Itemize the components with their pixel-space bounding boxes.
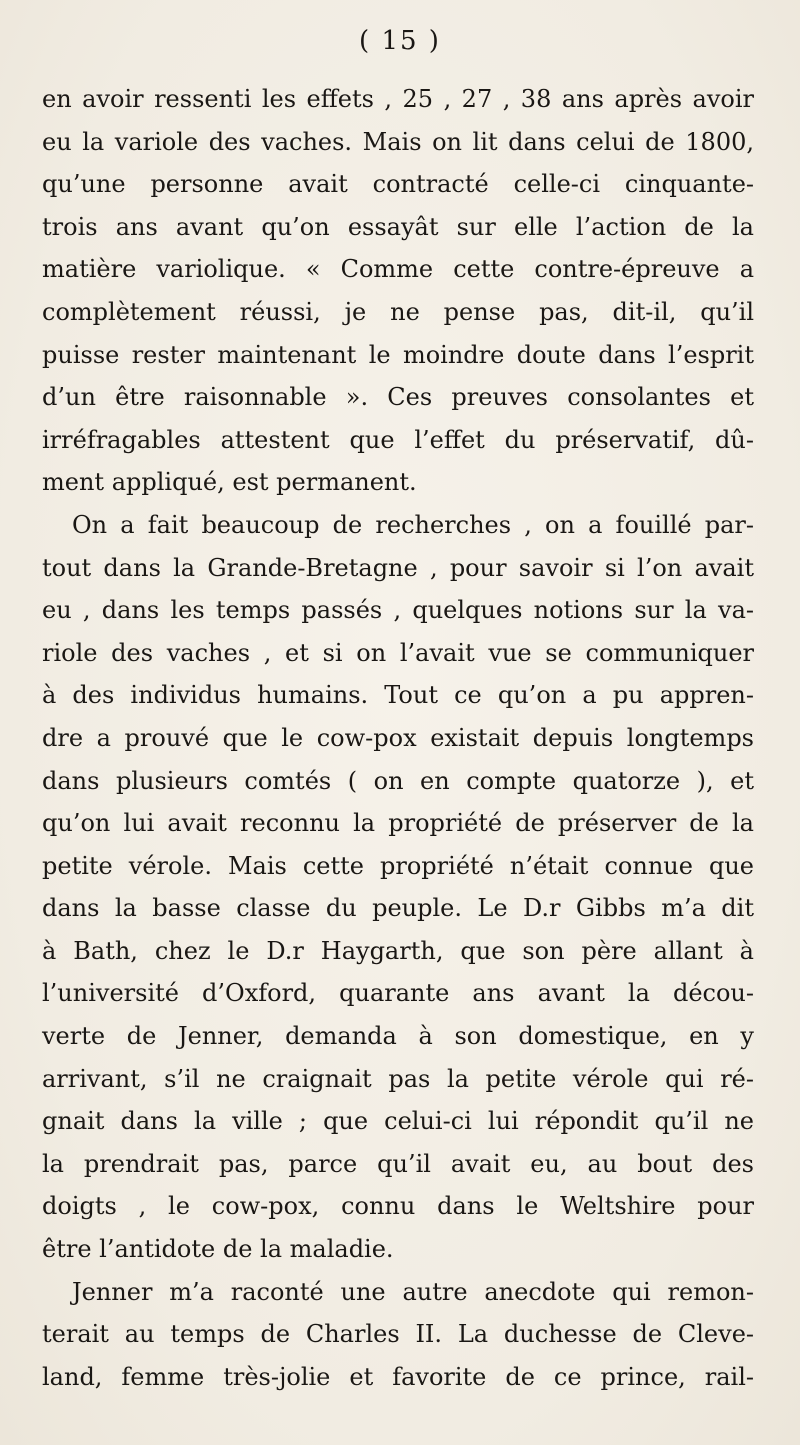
text-line: petite vérole. Mais cette propriété n’était connue que [42,851,754,880]
text-line: à des individus humains. Tout ce qu’on a pu appren- [42,681,754,710]
text-line: puisse rester maintenant le moindre doute dans l’esprit [42,340,754,369]
text-line: riole des vaches , et si on l’avait vue se communiquer [42,638,754,667]
text-line: l’université d’Oxford, quarante ans avant la décou- [42,979,754,1008]
text-line: gnait dans la ville ; que celui-ci lui répondit qu’il ne [42,1107,754,1136]
text-line: qu’on lui avait reconnu la propriété de préserver de la [42,809,754,838]
text-line: d’un être raisonnable ». Ces preuves consolantes et [42,383,754,412]
text-line: verte de Jenner, demanda à son domestique, en y [42,1022,754,1051]
text-line: ment appliqué, est permanent. [42,468,417,497]
text-line: en avoir ressenti les effets , 25 , 27 , 38 ans après avoir [42,85,754,113]
text-line: matière variolique. « Comme cette contre-épreuve a [42,255,754,284]
text-line: On a fait beaucoup de recherches , on a fouillé par- [72,510,754,539]
text-line: dans plusieurs comtés ( on en compte quatorze ), et [42,766,754,795]
text-line: tout dans la Grande-Bretagne , pour savoir si l’on avait [42,553,754,582]
text-line: Jenner m’a raconté une autre anecdote qui remon- [72,1277,754,1306]
body-text [42,78,754,1398]
text-line: land, femme très-jolie et favorite de ce prince, rail- [42,1362,754,1391]
page-number: ( 15 ) [359,26,441,56]
text-line: la prendrait pas, parce qu’il avait eu, au bout des [42,1149,754,1178]
text-line: irréfragables attestent que l’effet du préservatif, dû- [42,425,754,454]
text-line: être l’antidote de la maladie. [42,1235,394,1264]
text-line: terait au temps de Charles II. La duchesse de Cleve- [42,1320,754,1349]
text-line: dans la basse classe du peuple. Le D.r Gibbs m’a dit [42,894,754,923]
text-line: qu’une personne avait contracté celle-ci cinquante- [42,170,754,199]
text-line: complètement réussi, je ne pense pas, dit-il, qu’il [42,297,754,326]
text-line: à Bath, chez le D.r Haygarth, que son père allant à [42,936,754,965]
text-line: doigts , le cow-pox, connu dans le Weltshire pour [42,1192,754,1221]
text-line: dre a prouvé que le cow-pox existait depuis longtemps [42,723,754,752]
text-line: trois ans avant qu’on essayât sur elle l’action de la [42,212,754,241]
text-line: eu , dans les temps passés , quelques notions sur la va- [42,596,754,625]
text-line: arrivant, s’il ne craignait pas la petite vérole qui ré- [42,1064,754,1093]
text-line: eu la variole des vaches. Mais on lit dans celui de 1800, [42,127,754,156]
